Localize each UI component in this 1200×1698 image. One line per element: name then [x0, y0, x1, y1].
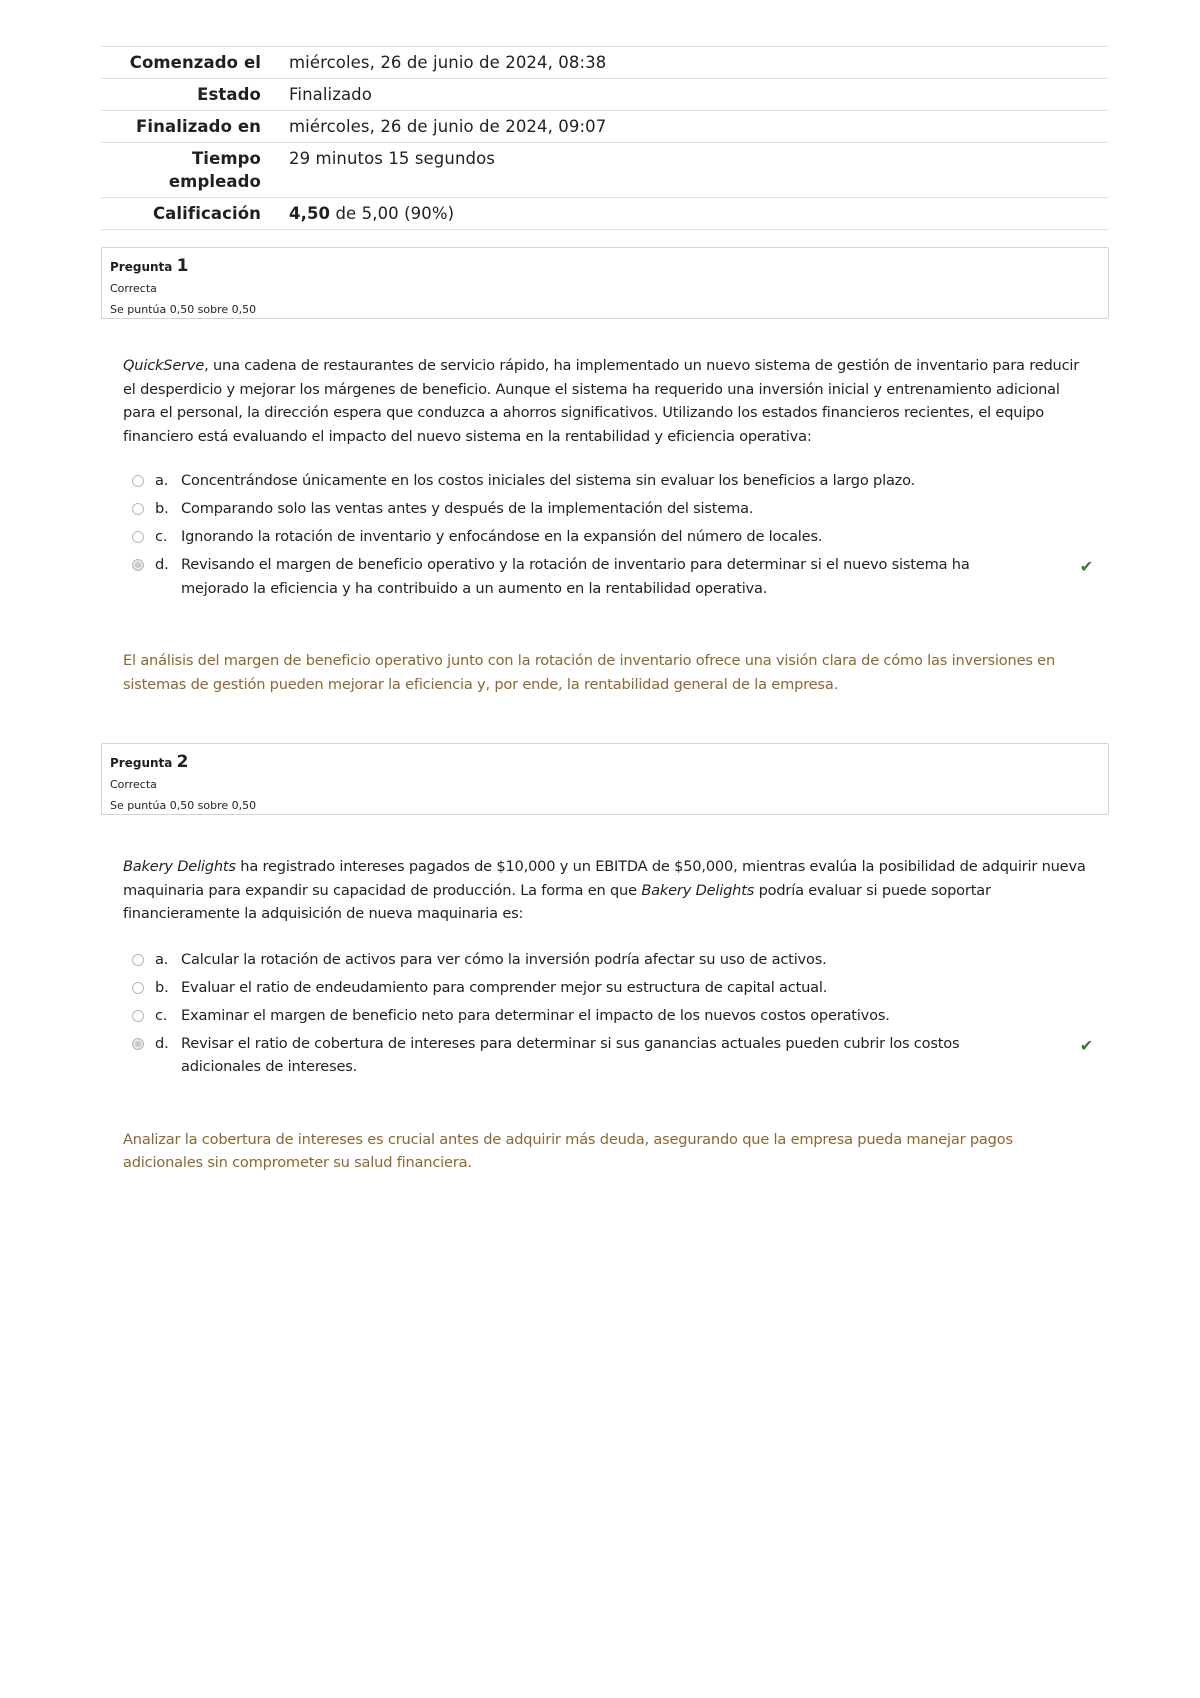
radio-button[interactable]: [132, 1010, 144, 1022]
answer-option-c[interactable]: [132, 525, 1109, 553]
summary-label: Calificación: [152, 204, 261, 223]
summary-value: Finalizado: [289, 85, 372, 104]
summary-row-completed: [101, 111, 1109, 143]
answer-text: Calcular la rotación de activos para ver cómo la inversión podría afectar su uso de activos.: [181, 950, 827, 968]
summary-row-time-taken: [101, 143, 1109, 198]
grade-score: 4,50: [289, 204, 331, 223]
radio-button[interactable]: [132, 503, 144, 515]
answer-option-b[interactable]: [132, 976, 1109, 1004]
answer-letter: b.: [155, 978, 169, 996]
answer-letter: a.: [155, 472, 169, 489]
correct-check-icon: ✔: [1079, 1035, 1093, 1055]
question-text-body: , una cadena de restaurantes de servicio rápido, ha implementado un nuevo sistema de gestión de inventario para reducir el desperdicio y mejorar los márgenes de beneficio. Aunque el sistema ha requerido una inversión inicial y entrenamiento adicional para el personal, la dirección espera que conduzca a ahorros significativos. Utilizando los estados financieros recientes, el equipo financiero está evaluando el impacto del nuevo sistema en la rentabilidad y eficiencia operativa:: [123, 357, 1080, 445]
question-text-body: podría evaluar si puede soportar financieramente la adquisición de nueva maquinaria es:: [123, 881, 991, 922]
summary-value: [281, 198, 1109, 230]
answer-option-b[interactable]: [132, 497, 1109, 525]
summary-row-started: [101, 47, 1109, 79]
question-text: [101, 354, 1109, 448]
question-text: [101, 855, 1109, 926]
summary-value: miércoles, 26 de junio de 2024, 09:07: [289, 117, 607, 136]
answer-letter: a.: [155, 950, 169, 968]
question-number: [110, 752, 1100, 773]
answer-text: Concentrándose únicamente en los costos iniciales del sistema sin evaluar los beneficios a largo plazo.: [181, 472, 916, 489]
summary-value: 29 minutos 15 segundos: [289, 149, 495, 168]
answer-option-d[interactable]: [132, 553, 1109, 600]
radio-button[interactable]: [132, 531, 144, 543]
company-name: QuickServe: [123, 357, 205, 374]
question-number-value: 2: [176, 752, 189, 772]
answer-options: [101, 948, 1109, 1079]
summary-row-state: [101, 79, 1109, 111]
question-number: [110, 256, 1100, 277]
answer-option-c[interactable]: [132, 1004, 1109, 1032]
company-name: Bakery Delights: [123, 858, 236, 875]
answer-option-a[interactable]: [132, 948, 1109, 976]
question-state: Correcta: [110, 282, 157, 295]
general-feedback: El análisis del margen de beneficio operativo junto con la rotación de inventario ofrece una visión clara de cómo las inversiones en sistemas de gestión pueden mejorar la eficiencia y, por ende, la rentabilidad general de la empresa.: [123, 652, 1056, 693]
answer-text: Evaluar el ratio de endeudamiento para comprender mejor su estructura de capital actual.: [181, 978, 828, 996]
answer-letter: c.: [155, 528, 168, 545]
answer-letter: d.: [155, 1034, 169, 1052]
question-number-value: 1: [176, 256, 189, 276]
radio-button[interactable]: [132, 475, 144, 487]
summary-label: Finalizado en: [136, 117, 261, 136]
answer-text: Examinar el margen de beneficio neto para determinar el impacto de los nuevos costos operativos.: [181, 1006, 890, 1024]
radio-button[interactable]: [132, 954, 144, 966]
radio-button-selected[interactable]: [132, 1038, 144, 1050]
summary-label: Estado: [197, 85, 261, 104]
question-state: Correcta: [110, 778, 157, 791]
answer-text: Ignorando la rotación de inventario y enfocándose en la expansión del número de locales.: [181, 528, 823, 545]
summary-label: Comenzado el: [129, 53, 261, 72]
question-label: Pregunta: [110, 260, 173, 274]
answer-text: Revisar el ratio de cobertura de intereses para determinar si sus ganancias actuales pueden cubrir los costos adicionales de intereses.: [181, 1034, 960, 1075]
answer-option-d[interactable]: [132, 1032, 1109, 1079]
answer-option-a[interactable]: [132, 469, 1109, 497]
answer-letter: c.: [155, 1006, 168, 1024]
answer-options: [101, 469, 1109, 600]
attempt-summary-table: [101, 46, 1109, 230]
question-label: Pregunta: [110, 756, 173, 770]
general-feedback: Analizar la cobertura de intereses es crucial antes de adquirir más deuda, asegurando que la empresa pueda manejar pagos adicionales sin comprometer su salud financiera.: [123, 1130, 1013, 1171]
radio-button[interactable]: [132, 982, 144, 994]
answer-text: Revisando el margen de beneficio operativo y la rotación de inventario para determinar si el nuevo sistema ha mejorado la eficiencia y ha contribuido a un aumento en la rentabilidad operativa.: [181, 556, 970, 597]
summary-row-grade: [101, 198, 1109, 230]
answer-letter: b.: [155, 500, 169, 517]
answer-text: Comparando solo las ventas antes y después de la implementación del sistema.: [181, 500, 754, 517]
question-text-body: ha registrado intereses pagados de $10,000 y un EBITDA de $50,000, mientras evalúa la posibilidad de adquirir nueva maquinaria para expandir su capacidad de producción. La forma en que: [123, 858, 1086, 899]
question-info-box: [101, 247, 1109, 319]
grade-total: de 5,00 (90%): [330, 204, 455, 223]
correct-check-icon: ✔: [1079, 557, 1093, 576]
answer-letter: d.: [155, 556, 169, 573]
radio-button-selected[interactable]: [132, 559, 144, 571]
question-grade: Se puntúa 0,50 sobre 0,50: [110, 799, 257, 812]
summary-label: Tiempo empleado: [168, 149, 261, 191]
question-info-box: [101, 743, 1109, 815]
question-1: [101, 247, 1109, 696]
question-grade: Se puntúa 0,50 sobre 0,50: [110, 303, 257, 316]
company-name: Bakery Delights: [641, 881, 755, 899]
quiz-review-page: [101, 46, 1109, 1175]
question-2: [101, 743, 1109, 1175]
summary-value: miércoles, 26 de junio de 2024, 08:38: [289, 53, 607, 72]
